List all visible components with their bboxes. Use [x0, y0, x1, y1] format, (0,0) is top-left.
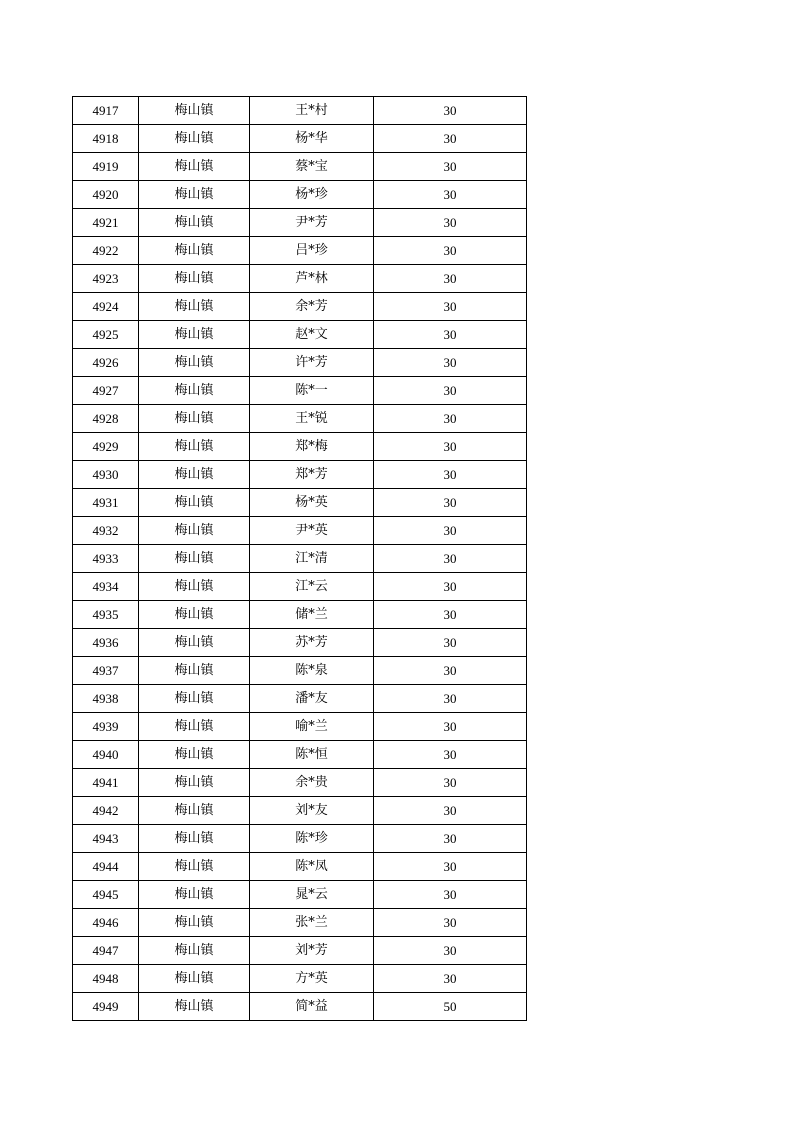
serial-number-cell: 4921 — [73, 209, 139, 237]
town-cell: 梅山镇 — [139, 573, 250, 601]
amount-cell: 30 — [374, 349, 527, 377]
town-cell: 梅山镇 — [139, 405, 250, 433]
town-cell: 梅山镇 — [139, 181, 250, 209]
name-cell: 潘*友 — [250, 685, 374, 713]
serial-number-cell: 4946 — [73, 909, 139, 937]
town-cell: 梅山镇 — [139, 685, 250, 713]
table-row — [73, 97, 527, 125]
table-row — [73, 965, 527, 993]
table-row — [73, 349, 527, 377]
table-row — [73, 909, 527, 937]
amount-cell: 30 — [374, 517, 527, 545]
amount-cell: 30 — [374, 937, 527, 965]
name-cell: 陈*一 — [250, 377, 374, 405]
serial-number-cell: 4930 — [73, 461, 139, 489]
table-row — [73, 713, 527, 741]
table-row — [73, 237, 527, 265]
town-cell: 梅山镇 — [139, 965, 250, 993]
serial-number-cell: 4925 — [73, 321, 139, 349]
table-row — [73, 629, 527, 657]
name-cell: 吕*珍 — [250, 237, 374, 265]
serial-number-cell: 4945 — [73, 881, 139, 909]
amount-cell: 30 — [374, 769, 527, 797]
amount-cell: 30 — [374, 209, 527, 237]
name-cell: 陈*泉 — [250, 657, 374, 685]
ledger-table-body — [73, 97, 527, 1021]
table-row — [73, 601, 527, 629]
serial-number-cell: 4932 — [73, 517, 139, 545]
serial-number-cell: 4923 — [73, 265, 139, 293]
amount-cell: 30 — [374, 293, 527, 321]
amount-cell: 30 — [374, 489, 527, 517]
town-cell: 梅山镇 — [139, 909, 250, 937]
serial-number-cell: 4933 — [73, 545, 139, 573]
name-cell: 许*芳 — [250, 349, 374, 377]
town-cell: 梅山镇 — [139, 153, 250, 181]
town-cell: 梅山镇 — [139, 713, 250, 741]
name-cell: 王*锐 — [250, 405, 374, 433]
town-cell: 梅山镇 — [139, 461, 250, 489]
serial-number-cell: 4924 — [73, 293, 139, 321]
town-cell: 梅山镇 — [139, 825, 250, 853]
serial-number-cell: 4934 — [73, 573, 139, 601]
town-cell: 梅山镇 — [139, 97, 250, 125]
town-cell: 梅山镇 — [139, 657, 250, 685]
name-cell: 王*村 — [250, 97, 374, 125]
amount-cell: 30 — [374, 97, 527, 125]
table-row — [73, 433, 527, 461]
table-row — [73, 125, 527, 153]
name-cell: 简*益 — [250, 993, 374, 1021]
amount-cell: 30 — [374, 741, 527, 769]
town-cell: 梅山镇 — [139, 797, 250, 825]
name-cell: 储*兰 — [250, 601, 374, 629]
table-row — [73, 517, 527, 545]
serial-number-cell: 4942 — [73, 797, 139, 825]
serial-number-cell: 4928 — [73, 405, 139, 433]
town-cell: 梅山镇 — [139, 601, 250, 629]
town-cell: 梅山镇 — [139, 545, 250, 573]
table-row — [73, 573, 527, 601]
table-row — [73, 405, 527, 433]
serial-number-cell: 4926 — [73, 349, 139, 377]
name-cell: 尹*英 — [250, 517, 374, 545]
name-cell: 余*贵 — [250, 769, 374, 797]
serial-number-cell: 4919 — [73, 153, 139, 181]
table-row — [73, 545, 527, 573]
name-cell: 江*清 — [250, 545, 374, 573]
name-cell: 喻*兰 — [250, 713, 374, 741]
name-cell: 江*云 — [250, 573, 374, 601]
amount-cell: 30 — [374, 405, 527, 433]
table-row — [73, 685, 527, 713]
name-cell: 杨*珍 — [250, 181, 374, 209]
table-row — [73, 209, 527, 237]
amount-cell: 30 — [374, 909, 527, 937]
amount-cell: 30 — [374, 433, 527, 461]
table-row — [73, 321, 527, 349]
table-row — [73, 937, 527, 965]
amount-cell: 30 — [374, 181, 527, 209]
table-row — [73, 993, 527, 1021]
serial-number-cell: 4935 — [73, 601, 139, 629]
amount-cell: 30 — [374, 545, 527, 573]
town-cell: 梅山镇 — [139, 489, 250, 517]
amount-cell: 30 — [374, 853, 527, 881]
amount-cell: 30 — [374, 153, 527, 181]
table-row — [73, 657, 527, 685]
name-cell: 晁*云 — [250, 881, 374, 909]
town-cell: 梅山镇 — [139, 993, 250, 1021]
town-cell: 梅山镇 — [139, 769, 250, 797]
amount-cell: 30 — [374, 629, 527, 657]
serial-number-cell: 4936 — [73, 629, 139, 657]
serial-number-cell: 4949 — [73, 993, 139, 1021]
amount-cell: 30 — [374, 657, 527, 685]
town-cell: 梅山镇 — [139, 293, 250, 321]
table-row — [73, 153, 527, 181]
table-row — [73, 741, 527, 769]
town-cell: 梅山镇 — [139, 321, 250, 349]
amount-cell: 30 — [374, 461, 527, 489]
serial-number-cell: 4937 — [73, 657, 139, 685]
name-cell: 蔡*宝 — [250, 153, 374, 181]
amount-cell: 30 — [374, 797, 527, 825]
amount-cell: 50 — [374, 993, 527, 1021]
name-cell: 陈*恒 — [250, 741, 374, 769]
name-cell: 杨*华 — [250, 125, 374, 153]
amount-cell: 30 — [374, 321, 527, 349]
town-cell: 梅山镇 — [139, 265, 250, 293]
serial-number-cell: 4939 — [73, 713, 139, 741]
town-cell: 梅山镇 — [139, 377, 250, 405]
name-cell: 张*兰 — [250, 909, 374, 937]
serial-number-cell: 4941 — [73, 769, 139, 797]
serial-number-cell: 4938 — [73, 685, 139, 713]
amount-cell: 30 — [374, 881, 527, 909]
town-cell: 梅山镇 — [139, 741, 250, 769]
name-cell: 方*英 — [250, 965, 374, 993]
serial-number-cell: 4917 — [73, 97, 139, 125]
amount-cell: 30 — [374, 685, 527, 713]
amount-cell: 30 — [374, 965, 527, 993]
name-cell: 赵*文 — [250, 321, 374, 349]
amount-cell: 30 — [374, 265, 527, 293]
town-cell: 梅山镇 — [139, 937, 250, 965]
name-cell: 尹*芳 — [250, 209, 374, 237]
table-row — [73, 377, 527, 405]
table-row — [73, 181, 527, 209]
table-row — [73, 489, 527, 517]
town-cell: 梅山镇 — [139, 209, 250, 237]
serial-number-cell: 4943 — [73, 825, 139, 853]
table-row — [73, 881, 527, 909]
name-cell: 苏*芳 — [250, 629, 374, 657]
table-row — [73, 265, 527, 293]
amount-cell: 30 — [374, 237, 527, 265]
amount-cell: 30 — [374, 825, 527, 853]
serial-number-cell: 4940 — [73, 741, 139, 769]
table-row — [73, 825, 527, 853]
serial-number-cell: 4927 — [73, 377, 139, 405]
amount-cell: 30 — [374, 377, 527, 405]
town-cell: 梅山镇 — [139, 349, 250, 377]
serial-number-cell: 4918 — [73, 125, 139, 153]
serial-number-cell: 4920 — [73, 181, 139, 209]
table-row — [73, 769, 527, 797]
name-cell: 郑*芳 — [250, 461, 374, 489]
name-cell: 刘*友 — [250, 797, 374, 825]
serial-number-cell: 4922 — [73, 237, 139, 265]
name-cell: 杨*英 — [250, 489, 374, 517]
serial-number-cell: 4947 — [73, 937, 139, 965]
amount-cell: 30 — [374, 573, 527, 601]
name-cell: 陈*凤 — [250, 853, 374, 881]
name-cell: 芦*林 — [250, 265, 374, 293]
table-row — [73, 293, 527, 321]
town-cell: 梅山镇 — [139, 881, 250, 909]
amount-cell: 30 — [374, 713, 527, 741]
table-row — [73, 853, 527, 881]
name-cell: 郑*梅 — [250, 433, 374, 461]
amount-cell: 30 — [374, 125, 527, 153]
serial-number-cell: 4944 — [73, 853, 139, 881]
table-row — [73, 797, 527, 825]
ledger-table — [72, 96, 527, 1021]
serial-number-cell: 4931 — [73, 489, 139, 517]
town-cell: 梅山镇 — [139, 629, 250, 657]
town-cell: 梅山镇 — [139, 433, 250, 461]
table-row — [73, 461, 527, 489]
town-cell: 梅山镇 — [139, 237, 250, 265]
town-cell: 梅山镇 — [139, 517, 250, 545]
serial-number-cell: 4948 — [73, 965, 139, 993]
name-cell: 陈*珍 — [250, 825, 374, 853]
name-cell: 刘*芳 — [250, 937, 374, 965]
serial-number-cell: 4929 — [73, 433, 139, 461]
amount-cell: 30 — [374, 601, 527, 629]
town-cell: 梅山镇 — [139, 125, 250, 153]
name-cell: 余*芳 — [250, 293, 374, 321]
town-cell: 梅山镇 — [139, 853, 250, 881]
